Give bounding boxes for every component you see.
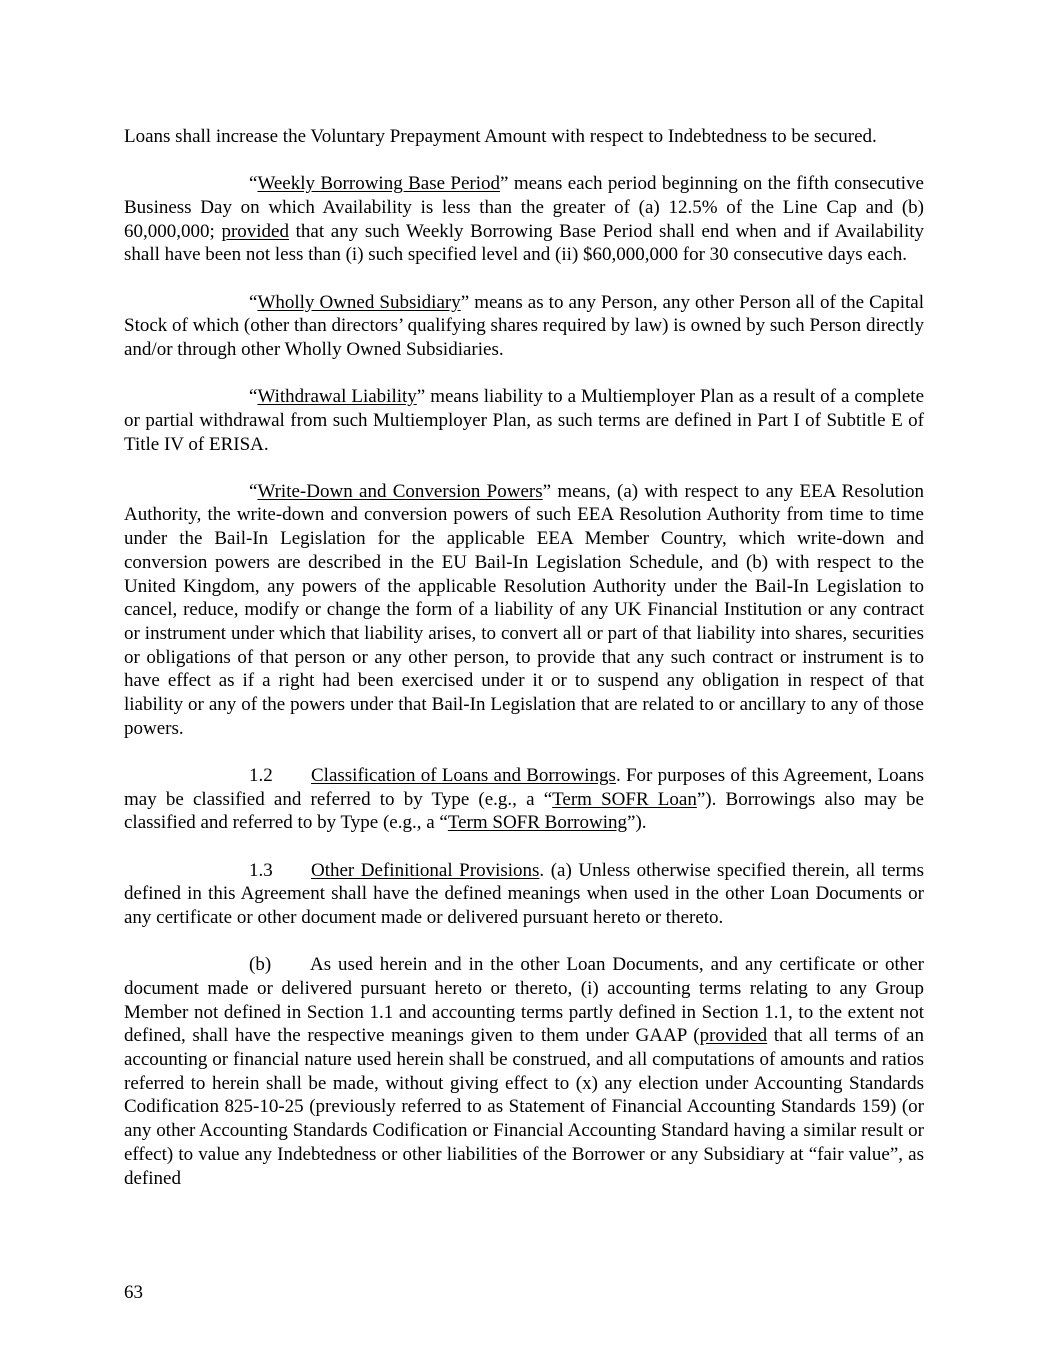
definition-wholly-owned-subsidiary (124, 291, 924, 362)
defined-term: Term SOFR Loan (552, 788, 697, 810)
section-1-3-b (124, 953, 924, 1190)
section-text: . (a) Unless otherwise specified therein, all terms defined in this Agreement shall have the defined meanings when used in the other Loan Documents or any certificate or other document made or delivered pursuant hereto or thereto. (124, 859, 924, 928)
proviso-word: provided (699, 1025, 768, 1047)
defined-term: Term SOFR Borrowing (447, 812, 628, 834)
definition-text: ” means liability to a Multiemployer Plan as a result of a complete or partial withdrawal from such Multiemployer Plan, as such terms are defined in Part I of Subtitle E of Title IV of ERISA. (124, 386, 924, 455)
section-text: ”). (627, 812, 647, 834)
section-text: . For purposes of this Agreement, Loans may be classified and referred to by Type (e.g., a “ (124, 764, 924, 810)
continuation-paragraph: Loans shall increase the Voluntary Prepayment Amount with respect to Indebtedness to be secured. (124, 126, 877, 147)
definition-text: ” means each period beginning on the fifth consecutive Business Day on which Availability is less than the greater of (a) 12.5% of the Line Cap and (b) 60,000,000; (124, 173, 924, 242)
section-number: 1.2 (249, 764, 273, 786)
page-number: 63 (124, 1282, 143, 1303)
section-text: ”). Borrowings also may be classified and referred to by Type (e.g., a “ (124, 788, 924, 834)
quote-open: “ (249, 386, 258, 408)
section-heading: Classification of Loans and Borrowings (311, 764, 616, 786)
clause-text: that all terms of an accounting or financial nature used herein shall be construed, and all computations of amounts and ratios referred to herein shall be made, without giving effect to (x) any election under Accounting Standards Codification 825-10-25 (previously referred to as Statement of Financial Accounting Standards 159) (or any other Accounting Standards Codification or Financial Accounting Standard having a similar result or effect) to value any Indebtedness or other liabilities of the Borrower or any Subsidiary at “fair value”, as defined (124, 1025, 924, 1189)
definition-text: that any such Weekly Borrowing Base Period shall end when and if Availability shall have been not less than (i) such specified level and (ii) $60,000,000 for 30 consecutive days each. (124, 220, 924, 266)
defined-term: Write-Down and Conversion Powers (257, 480, 543, 502)
proviso-word: provided (221, 220, 289, 242)
document-body (124, 125, 924, 1214)
section-1-3 (124, 859, 924, 930)
definition-text: ” means as to any Person, any other Person all of the Capital Stock of which (other than directors’ qualifying shares required by law) is owned by such Person directly and/or through other Wholly Owned Subsidiaries. (124, 291, 924, 360)
section-number: 1.3 (249, 859, 273, 881)
section-1-2 (124, 764, 924, 835)
clause-label: (b) (249, 954, 272, 976)
definition-write-down-and-conversion-powers (124, 480, 924, 741)
definition-weekly-borrowing-base-period (124, 172, 924, 267)
quote-open: “ (249, 291, 258, 313)
defined-term: Withdrawal Liability (257, 386, 417, 408)
defined-term: Weekly Borrowing Base Period (257, 173, 501, 195)
clause-text: As used herein and in the other Loan Documents, and any certificate or other document made or delivered pursuant hereto or thereto, (i) accounting terms relating to any Group Member not defined in Section 1.1 and accounting terms partly defined in Section 1.1, to the extent not defined, shall have the respective meanings given to them under GAAP ( (124, 954, 924, 1047)
definition-text: ” means, (a) with respect to any EEA Resolution Authority, the write-down and conversion powers of such EEA Resolution Authority from time to time under the Bail-In Legislation for the applicable EEA Member Country, which write-down and conversion powers are described in the EU Bail-In Legislation Schedule, and (b) with respect to the United Kingdom, any powers of the applicable Resolution Authority under the Bail-In Legislation to cancel, reduce, modify or change the form of a liability of any UK Financial Institution or any contract or instrument under which that liability arises, to convert all or part of that liability into shares, securities or obligations of that person or any other person, to provide that any such contract or instrument is to have effect as if a right had been exercised under it or to suspend any obligation in respect of that liability or any of the powers under that Bail-In Legislation that are related to or ancillary to any of those powers. (124, 480, 924, 739)
defined-term: Wholly Owned Subsidiary (257, 291, 461, 313)
quote-open: “ (249, 173, 258, 195)
quote-open: “ (249, 480, 258, 502)
definition-withdrawal-liability (124, 385, 924, 456)
section-heading: Other Definitional Provisions (311, 859, 540, 881)
